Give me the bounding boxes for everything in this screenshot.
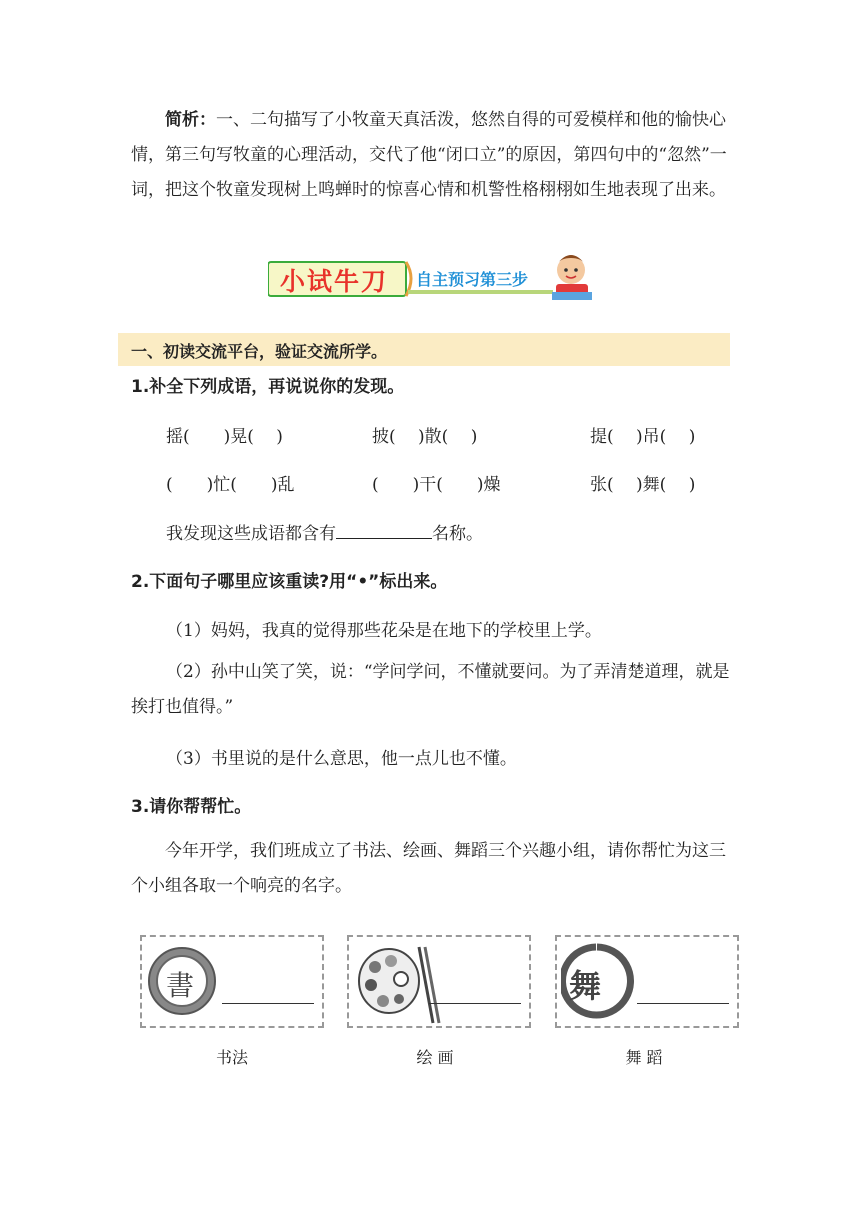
idiom-blank: 披( )散( )	[372, 427, 478, 447]
idiom-blank: ( )忙( )乱	[166, 475, 295, 495]
question-3-text: 今年开学，我们班成立了书法、绘画、舞蹈三个兴趣小组，请你帮忙为这三个小组各取一个响亮的名字。	[131, 841, 726, 896]
card-caption: 舞 蹈	[625, 1048, 663, 1067]
section-heading-bar	[118, 333, 730, 366]
answer-blank[interactable]	[336, 524, 432, 539]
painting-card	[347, 935, 531, 1028]
sentence-item: （2）孙中山笑了笑，说：“学问学问，不懂就要问。为了弄清楚道理，就是挨打也值得。”	[131, 662, 730, 717]
paint-palette-icon	[353, 941, 443, 1025]
discovery-suffix: 名称。	[432, 524, 483, 544]
idiom-blank: 摇( )晃( )	[166, 427, 283, 447]
section-heading: 一、初读交流平台，验证交流所学。	[131, 342, 388, 361]
question-1-title: 1.补全下列成语，再说说你的发现。	[131, 377, 405, 397]
dance-card	[555, 935, 739, 1028]
section-banner	[268, 242, 594, 302]
analysis-text: 一、二句描写了小牧童天真活泼，悠然自得的可爱模样和他的愉快心情，第三句写牧童的心理活动，交代了他“闭口立”的原因，第四句中的“忽然”一词，把这个牧童发现树上鸣蝉时的惊喜心情和机警性格栩栩如生地表现了出来。	[131, 110, 727, 200]
card-caption: 绘 画	[416, 1048, 454, 1067]
discovery-line	[166, 519, 483, 544]
sentence-item: （1）妈妈，我真的觉得那些花朵是在地下的学校里上学。	[166, 621, 602, 641]
banner-main-text: 小试牛刀	[280, 267, 389, 296]
name-answer-line[interactable]	[222, 1003, 314, 1004]
name-answer-line[interactable]	[637, 1003, 729, 1004]
idiom-blank: 提( )吊( )	[590, 427, 696, 447]
calligraphy-glyph: 書	[166, 969, 195, 1002]
question-3-title: 3.请你帮帮忙。	[131, 797, 252, 817]
idiom-blank: 张( )舞( )	[590, 475, 696, 495]
analysis-label: 简析：	[165, 110, 216, 130]
banner-sub-text: 自主预习第三步	[416, 270, 529, 289]
question-2-title: 2.下面句子哪里应该重读?用“•”标出来。	[131, 572, 448, 592]
calligraphy-card	[140, 935, 324, 1028]
dance-glyph: 舞	[569, 967, 602, 1005]
analysis-paragraph	[131, 103, 731, 208]
name-answer-line[interactable]	[429, 1003, 521, 1004]
card-caption: 书法	[215, 1048, 248, 1067]
discovery-prefix: 我发现这些成语都含有	[166, 524, 336, 544]
sentence-item: （3）书里说的是什么意思，他一点儿也不懂。	[166, 749, 517, 769]
idiom-blank: ( )干( )燥	[372, 475, 501, 495]
